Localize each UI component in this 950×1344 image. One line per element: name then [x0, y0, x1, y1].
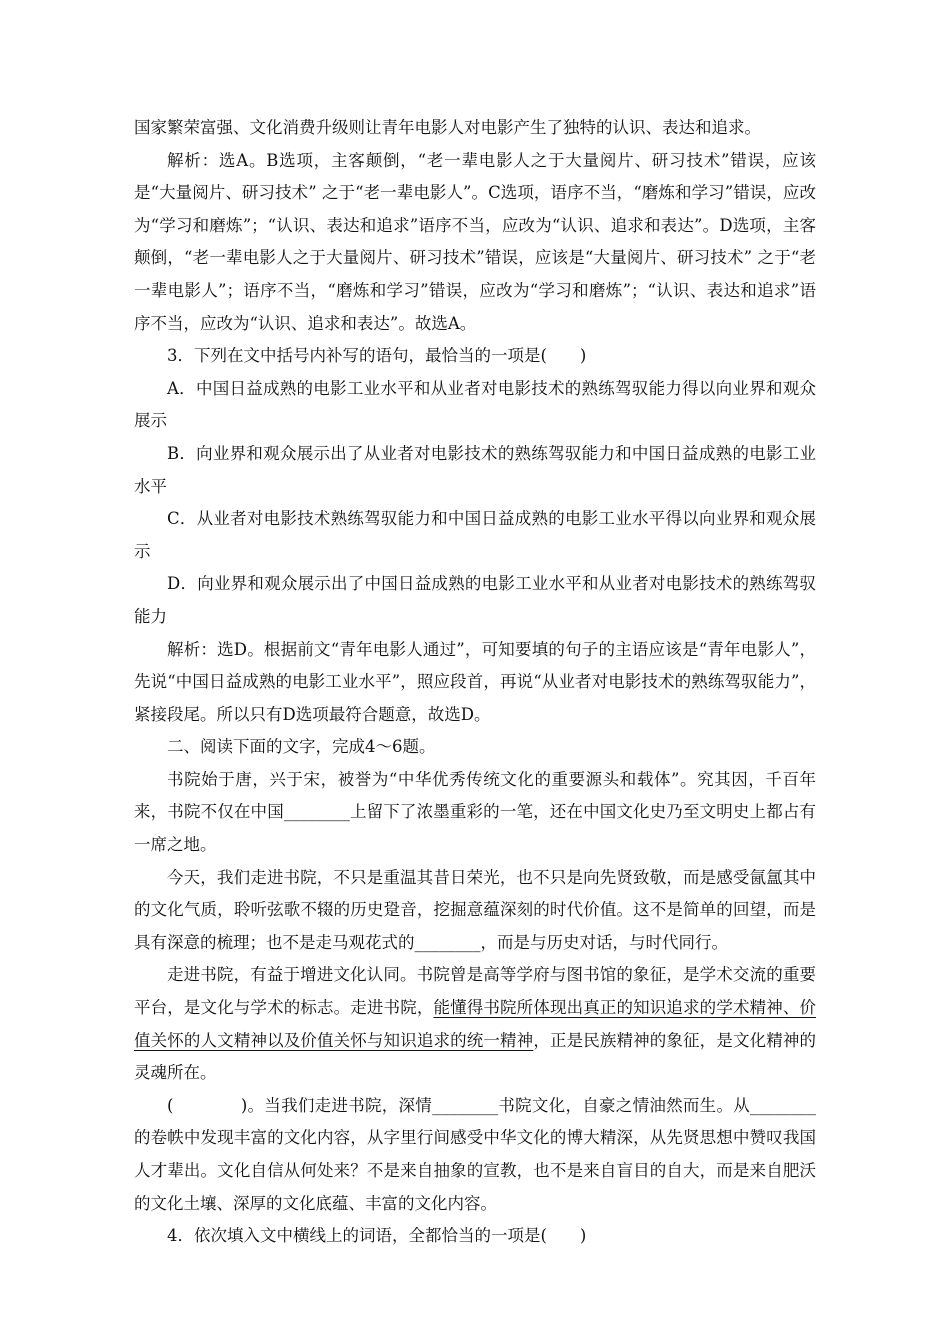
analysis-paragraph-q2: 解析：选A。B选项，主客颠倒，“老一辈电影人之于大量阅片、研习技术”错误，应该是“大量阅片、研习技术” 之于“老一辈电影人”。C选项，语序不当，“磨炼和学习”错误，应改为“学习和磨炼”；“认识、表达和追求”语序不当，应改为“认识、追求和表达”。D选项，主客颠倒，“老一辈电影人之于大量阅片、研习技术”错误，应该是“大量阅片、研习技术” 之于“老一辈电影人”；语序不当，“磨炼和学习”错误，应改为“学习和磨炼”；“认识、表达和追求”语序不当，应改为“认识、追求和表达”。故选A。: [134, 150, 816, 333]
passage-text: ，正是民族精神的象征，是文化精神的灵魂所在。: [134, 1030, 817, 1083]
passage-paragraph-2: 今天，我们走进书院，不只是重温其昔日荣光，也不只是向先贤致敬，而是感受氤氲其中的文化气质，聆听弦歌不辍的历史跫音，挖掘意蕴深刻的时代价值。这不是简单的回望，而是具有深意的梳理；也不是走马观花式的________，而是与历史对话，与时代同行。: [134, 867, 816, 952]
option-b: B．向业界和观众展示出了从业者对电影技术的熟练驾驭能力和中国日益成熟的电影工业水平: [134, 443, 816, 496]
passage-paragraph-3: [134, 959, 816, 1089]
analysis-paragraph-q3: 解析：选D。根据前文“青年电影人通过”，可知要填的句子的主语应该是“青年电影人”，先说“中国日益成熟的电影工业水平”，照应段首，再说“从业者对电影技术的熟练驾驭能力”，紧接段尾。所以只有D选项最符合题意，故选D。: [134, 639, 816, 724]
document-body: [134, 112, 816, 1253]
underlined-sentence: 能懂得书院所体现出真正的知识追求的学术精神、价值关怀的人文精神以及价值关怀与知识追求的统一精神: [134, 998, 817, 1050]
section-heading: 二、阅读下面的文字，完成4～6题。: [167, 737, 436, 757]
option-d: D．向业界和观众展示出了中国日益成熟的电影工业水平和从业者对电影技术的熟练驾驭能力: [134, 574, 816, 626]
paragraph-continuation: 国家繁荣富强、文化消费升级则让青年电影人对电影产生了独特的认识、表达和追求。: [134, 118, 761, 137]
option-a: A．中国日益成熟的电影工业水平和从业者对电影技术的熟练驾驭能力得以向业界和观众展示: [134, 378, 816, 431]
passage-text: 走进书院，有益于增进文化认同。书院曾是高等学府与图书馆的象征，是学术交流的重要平台，是文化与学术的标志。走进书院，: [134, 965, 816, 1018]
option-c: C．从业者对电影技术熟练驾驭能力和中国日益成熟的电影工业水平得以向业界和观众展示: [134, 509, 816, 561]
passage-paragraph-4: ( )。当我们走进书院，深情________书院文化，自豪之情油然而生。从________的卷帙中发现丰富的文化内容，从字里行间感受中华文化的博大精深，从先贤思想中赞叹我国人才辈出。文化自信从何处来？不是来自抽象的宣教，也不是来自盲目的自大，而是来自肥沃的文化土壤、深厚的文化底蕴、丰富的文化内容。: [134, 1095, 816, 1213]
question-4: 4．依次填入文中横线上的词语，全都恰当的一项是( ): [167, 1226, 587, 1246]
passage-paragraph-1: 书院始于唐，兴于宋，被誉为“中华优秀传统文化的重要源头和载体”。究其因，千百年来，书院不仅在中国________上留下了浓墨重彩的一笔，还在中国文化史乃至文明史上都占有一席之地。: [134, 769, 816, 855]
question-3: 3．下列在文中括号内补写的语句，最恰当的一项是( ): [167, 346, 587, 366]
